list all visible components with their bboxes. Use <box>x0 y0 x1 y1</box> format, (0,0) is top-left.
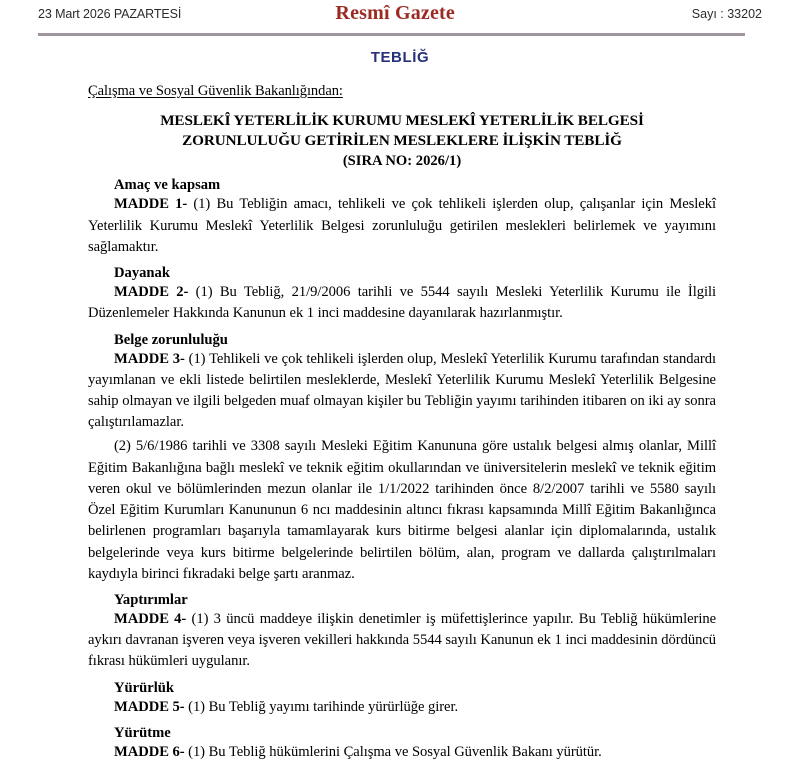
article-paragraph-6 <box>88 742 716 763</box>
gazette-page <box>0 2 800 760</box>
masthead <box>38 4 762 30</box>
article-label-3: MADDE 3- <box>114 350 185 367</box>
article-text-3: (1) Tehlikeli ve çok tehlikeli işlerden olup, Meslekî Yeterlilik Kurumu tarafından standardı yayımlanan ve ekli listede belirtilen mesleklerde, Meslekî Yeterlilik Kurumu Meslekî Yeterlilik Belgesine sahip olmayan ve ilgili belgeden muaf olmayan kişiler bu Tebliğin yayımı tarihinden itibaren on iki ay sonra çalıştırılamazlar. <box>88 350 716 431</box>
article-heading-belge-zorunlulugu: Belge zorunluluğu <box>114 331 228 348</box>
article-text-6: (1) Bu Tebliğ hükümlerini Çalışma ve Sosyal Güvenlik Bakanı yürütür. <box>184 743 602 760</box>
document-title-line-1: MESLEKÎ YETERLİLİK KURUMU MESLEKÎ YETERLİLİK BELGESİ <box>160 112 644 129</box>
document-title-line-2: ZORUNLULUĞU GETİRİLEN MESLEKLERE İLİŞKİN TEBLİĞ <box>182 132 622 150</box>
article-heading-amac-ve-kapsam: Amaç ve kapsam <box>114 177 221 194</box>
document-body <box>88 83 716 763</box>
article-heading-yurutme: Yürütme <box>114 724 171 741</box>
article-text-1: (1) Bu Tebliğin amacı, tehlikeli ve çok tehlikeli işlerden olup, çalışanlar için Meslekî Yeterlilik Kurumu Meslekî Yeterlilik Belgesi zorunluluğu getirilen meslekleri belirlemek ve yayımını sağlamaktır. <box>88 196 716 255</box>
article-label-4: MADDE 4- <box>114 610 187 627</box>
article-text-2: (1) Bu Tebliğ, 21/9/2006 tarihli ve 5544 sayılı Mesleki Yeterlilik Kurumu ile İlgili Düzenlemeler Hakkında Kanunun ek 1 inci maddesine dayanılarak hazırlanmıştır. <box>88 284 716 322</box>
article-label-1: MADDE 1- <box>114 196 188 213</box>
document-subtitle: (SIRA NO: 2026/1) <box>342 153 462 170</box>
section-heading: TEBLİĞ <box>370 49 430 66</box>
article-paragraph-3-2: (2) 5/6/1986 tarihli ve 3308 sayılı Mesleki Eğitim Kanununa göre ustalık belgesi almış olanlar, Millî Eğitim Bakanlığına bağlı meslekî ve teknik eğitim okullarından ve üniversitelerin meslekî ve teknik eğitim veren okul ve bölümlerinden mezun olanlar ile 1/1/2022 tarihinden önce 8/2/2007 tarihli ve 5580 sayılı Özel Eğitim Kurumları Kanununun 6 ncı maddesinin altıncı fıkrası kapsamında Millî Eğitim Bakanlığınca belirlenen programları başarıyla tamamlayarak kurs bitirme belgesi alanlar için diplomalarında, ustalık belgelerinde veya kurs bitirme belgelerinde belirtilen bölüm, alan, program ve dallarda çalıştırılmaları kaydıyla birinci fıkradaki belge şartı aranmaz. <box>88 438 716 582</box>
article-heading-dayanak: Dayanak <box>114 265 170 282</box>
article-text-4: (1) 3 üncü maddeye ilişkin denetimler iş müfettişlerince yapılır. Bu Tebliğ hükümlerine aykırı davranan işveren veya işveren vekilleri hakkında 5544 sayılı Kanunun ek 1 inci maddesinin dördüncü fıkrası hükümleri uygulanır. <box>88 610 717 670</box>
article-paragraph-1 <box>88 194 716 258</box>
masthead-divider <box>38 33 745 36</box>
article-label-2: MADDE 2- <box>114 284 189 301</box>
publication-title: Resmî Gazete <box>335 2 456 24</box>
article-paragraph-3 <box>88 349 716 434</box>
article-paragraph-2 <box>88 282 716 324</box>
article-label-5: MADDE 5- <box>114 698 185 715</box>
article-text-5: (1) Bu Tebliğ yayımı tarihinde yürürlüğe girer. <box>184 698 459 715</box>
article-heading-yururluk: Yürürlük <box>114 679 175 696</box>
issue-number: Sayı : 33202 <box>691 7 762 21</box>
masthead-date: 23 Mart 2026 PAZARTESİ <box>38 7 182 21</box>
article-heading-yaptirimlar: Yaptırımlar <box>114 591 188 608</box>
article-paragraph-4 <box>88 609 716 673</box>
article-paragraph-5 <box>88 697 716 718</box>
article-label-6: MADDE 6- <box>114 743 185 760</box>
issuing-authority: Çalışma ve Sosyal Güvenlik Bakanlığından: <box>88 83 343 99</box>
document-title <box>88 111 716 151</box>
